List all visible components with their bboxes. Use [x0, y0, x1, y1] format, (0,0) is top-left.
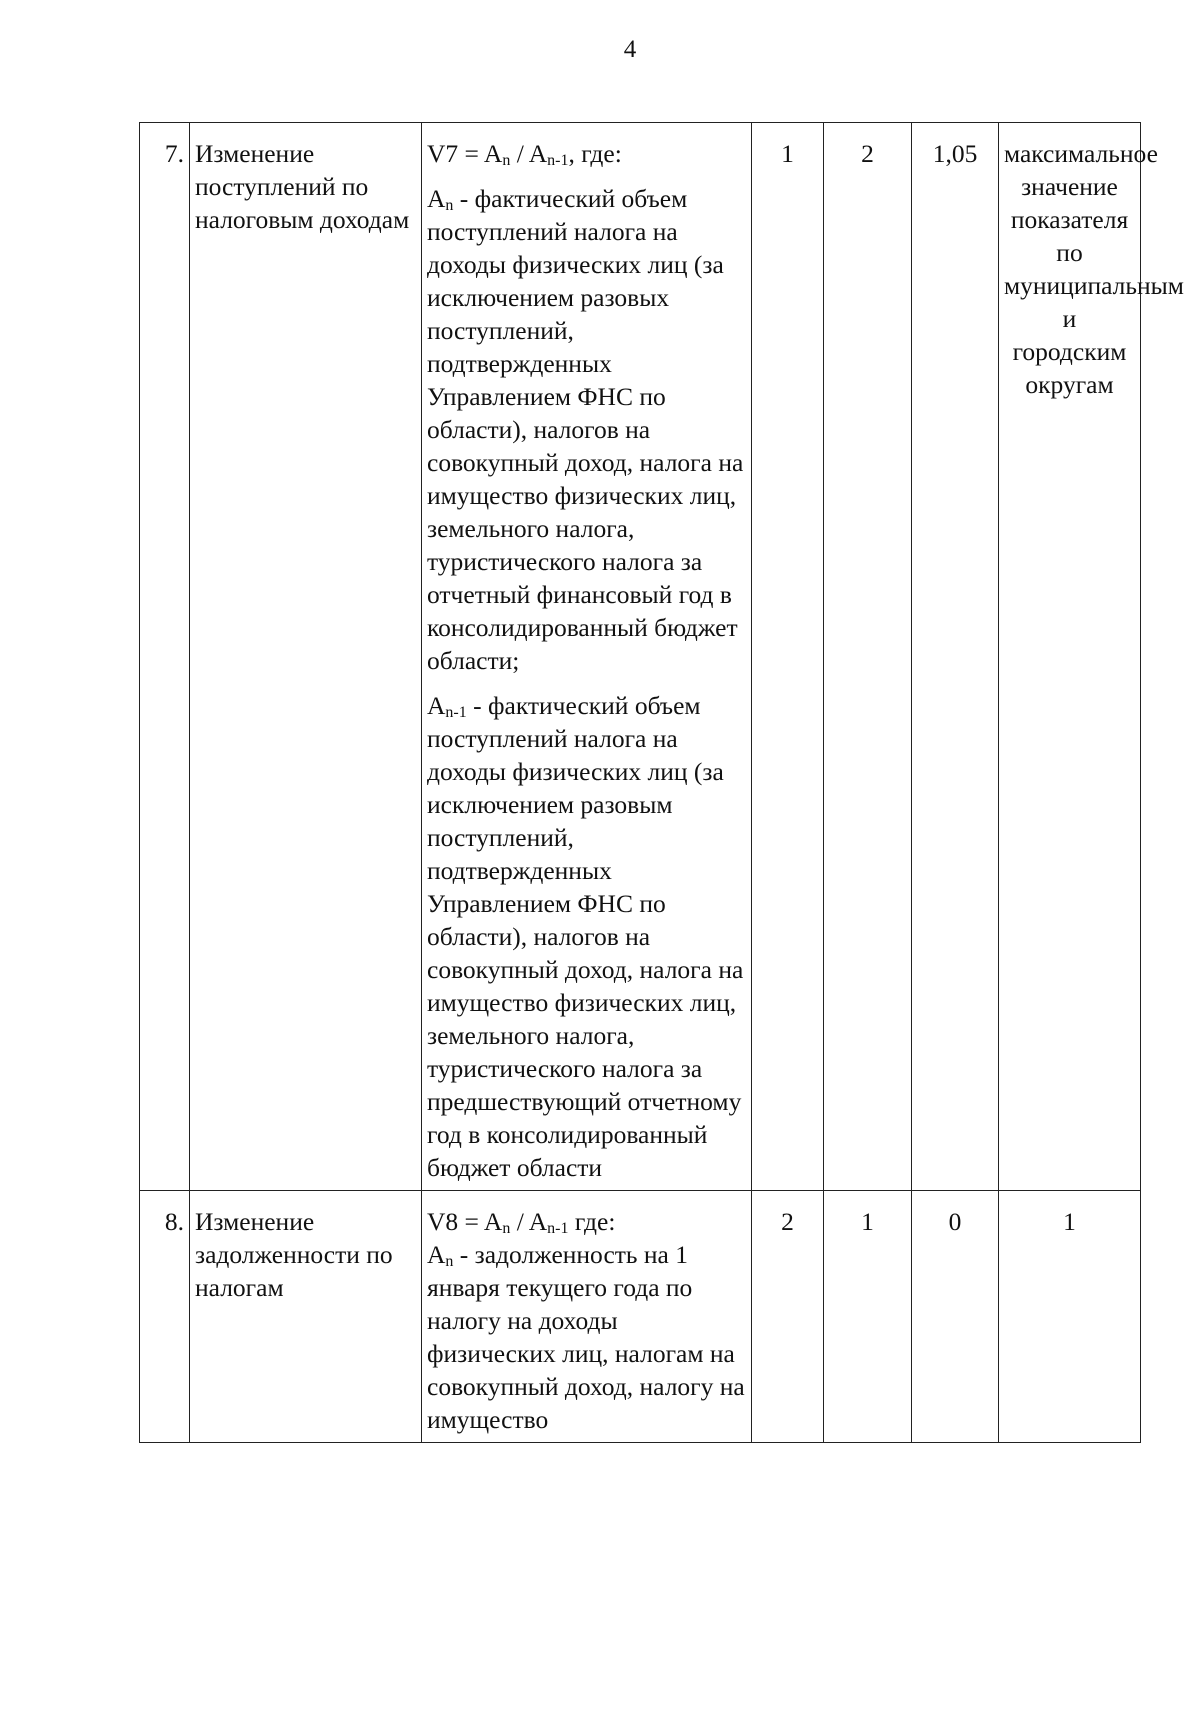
page-number: 4 — [623, 36, 637, 63]
formula-definition-an: $A_n$ - фактический объем поступлений налога на доходы физических лиц (за исключением разовых поступлений, подтвержденных Управлением ФНС по области), налогов на совокупный доход, налога на имущество физических лиц, земельного налога, туристического налога за отчетный финансовый год в консолидированный бюджет области; — [427, 184, 744, 675]
table-row-7 — [140, 123, 1141, 1191]
indicator-name: Изменение поступлений по налоговым доходам — [190, 123, 422, 1191]
value-col-a: 2 — [752, 1191, 824, 1443]
formula-definition-an-1: $A_{n-1}$ - фактический объем поступлений налога на доходы физических лиц (за исключением разовым поступлений, подтвержденных Управлением ФНС по области), налогов на совокупный доход, налога на имущество физических лиц, земельного налога, туристического налога за предшествующий отчетному год в консолидированный бюджет области — [427, 691, 744, 1182]
formula-cell — [422, 123, 752, 1191]
value-col-d: максимальное значение показателя по муниципальным и городским округам — [999, 123, 1141, 1191]
row-number: 8. — [140, 1191, 190, 1443]
indicator-table — [139, 122, 1184, 1443]
value-col-a: 1 — [752, 123, 824, 1191]
value-col-b: 2 — [824, 123, 912, 1191]
value-col-d: 1 — [999, 1191, 1141, 1443]
formula-definition-an: $A_n$ - задолженность на 1 января текущего года по налогу на доходы физических лиц, налогам на совокупный доход, налогу на имущество — [427, 1240, 745, 1434]
formula-head: $V7 = A_n / A_{n-1}$, где: — [427, 139, 622, 169]
formula-cell — [422, 1191, 752, 1443]
row-number: 7. — [140, 123, 190, 1191]
value-col-c: 1,05 — [912, 123, 999, 1191]
formula-head: $V8 = A_n / A_{n-1}$ где: — [427, 1207, 616, 1237]
table-row-8 — [140, 1191, 1141, 1443]
indicator-name: Изменение задолженности по налогам — [190, 1191, 422, 1443]
value-col-c: 0 — [912, 1191, 999, 1443]
value-col-b: 1 — [824, 1191, 912, 1443]
